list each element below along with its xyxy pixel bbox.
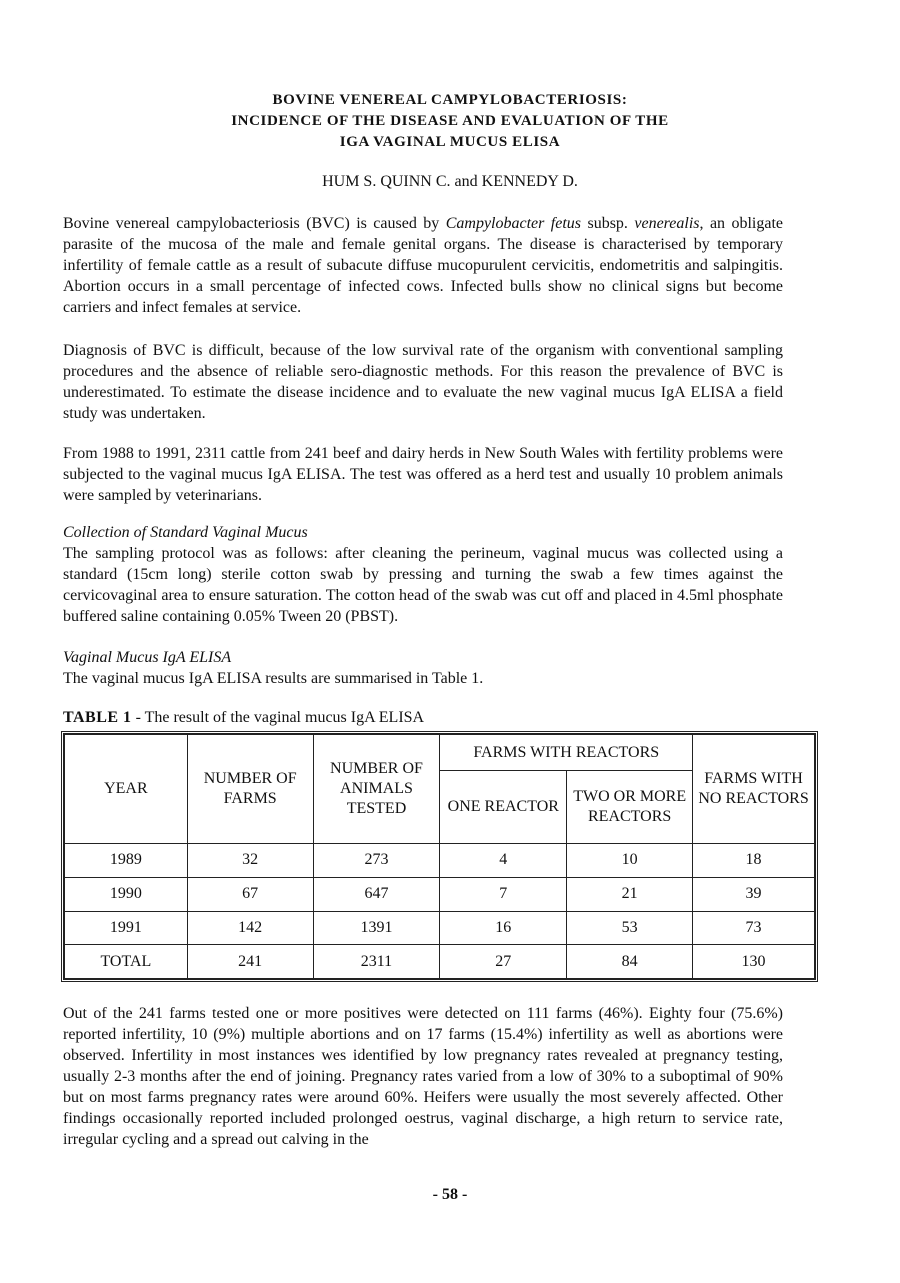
cell-one-reactor: 27	[440, 945, 567, 979]
header-one-reactor: ONE REACTOR	[440, 771, 567, 844]
elisa-heading: Vaginal Mucus IgA ELISA	[63, 649, 232, 666]
table-caption-text: - The result of the vaginal mucus IgA ELISA	[131, 709, 425, 726]
results-table-frame	[61, 731, 818, 982]
elisa-section	[63, 647, 783, 689]
elisa-text: The vaginal mucus IgA ELISA results are summarised in Table 1.	[63, 670, 484, 687]
intro-p1-mid: subsp.	[581, 215, 635, 232]
cell-two-or-more: 84	[567, 945, 693, 979]
title-line-1: BOVINE VENEREAL CAMPYLOBACTERIOSIS:	[272, 92, 628, 108]
table-caption-label: TABLE 1	[63, 709, 132, 726]
cell-one-reactor: 16	[440, 911, 567, 945]
table-caption	[63, 709, 424, 727]
cell-year: TOTAL	[65, 945, 188, 979]
cell-one-reactor: 4	[440, 844, 567, 878]
cell-two-or-more: 53	[567, 911, 693, 945]
cell-animals: 647	[313, 877, 440, 911]
cell-two-or-more: 10	[567, 844, 693, 878]
cell-animals: 1391	[313, 911, 440, 945]
collection-heading: Collection of Standard Vaginal Mucus	[63, 524, 308, 541]
cell-animals: 2311	[313, 945, 440, 979]
header-animals-tested: NUMBER OF ANIMALS TESTED	[313, 735, 440, 844]
header-farms-with-reactors: FARMS WITH REACTORS	[440, 735, 693, 771]
cell-farms: 241	[187, 945, 313, 979]
paper-title	[60, 90, 840, 153]
cell-animals: 273	[313, 844, 440, 878]
page-number: - 58 -	[432, 1186, 468, 1203]
title-line-2: INCIDENCE OF THE DISEASE AND EVALUATION OF THE	[231, 113, 669, 129]
table-row	[65, 911, 815, 945]
cell-farms: 67	[187, 877, 313, 911]
table-row	[65, 844, 815, 878]
collection-text: The sampling protocol was as follows: after cleaning the perineum, vaginal mucus was collected using a standard (15cm long) sterile cotton swab by pressing and turning the swab a few times against the cervicovaginal area to ensure saturation. The cotton head of the swab was cut off and placed in 4.5ml phosphate buffered saline containing 0.05% Tween 20 (PBST).	[63, 545, 783, 625]
cell-one-reactor: 7	[440, 877, 567, 911]
cell-year: 1991	[65, 911, 188, 945]
header-number-of-farms: NUMBER OF FARMS	[187, 735, 313, 844]
title-line-3: IGA VAGINAL MUCUS ELISA	[339, 134, 561, 150]
cell-year: 1989	[65, 844, 188, 878]
results-paragraph: Out of the 241 farms tested one or more positives were detected on 111 farms (46%). Eighty four (75.6%) reported infertility, 10 (9%) multiple abortions and on 17 farms (15.4%) infertility as well as abortions were observed. Infertility in most instances wes identified by low pregnancy rates revealed at pregnancy testing, usually 2-3 months after the end of joining. Pregnancy rates varied from a low of 30% to a suboptimal of 90% but on most farms pregnancy rates were around 60%. Heifers were usually the most severely affected. Other findings occasionally reported included prolonged oestrus, vaginal discharge, a high return to service rate, irregular cycling and a spread out calving in the	[63, 1005, 783, 1148]
intro-paragraph-1	[63, 213, 783, 318]
header-year: YEAR	[65, 735, 188, 844]
table-total-row	[65, 945, 815, 979]
header-two-or-more-reactors: TWO OR MORE REACTORS	[567, 771, 693, 844]
table-row	[65, 877, 815, 911]
species-name: Campylobacter fetus	[445, 215, 582, 232]
results-table	[64, 734, 815, 979]
cell-no-reactors: 18	[693, 844, 815, 878]
header-farms-no-reactors: FARMS WITH NO REACTORS	[693, 735, 815, 844]
cell-farms: 32	[187, 844, 313, 878]
intro-p1-before: Bovine venereal campylobacteriosis (BVC) is caused by	[63, 215, 446, 232]
cell-no-reactors: 39	[693, 877, 815, 911]
cell-no-reactors: 73	[693, 911, 815, 945]
author-line: HUM S. QUINN C. and KENNEDY D.	[322, 173, 578, 190]
cell-farms: 142	[187, 911, 313, 945]
subspecies-name: venerealis	[634, 215, 700, 232]
intro-paragraph-2: Diagnosis of BVC is difficult, because of the low survival rate of the organism with conventional sampling procedures and the absence of reliable sero-diagnostic methods. For this reason the prevalence of BVC is underestimated. To estimate the disease incidence and to evaluate the new vaginal mucus IgA ELISA a field study was undertaken.	[63, 342, 783, 422]
collection-section	[63, 522, 783, 627]
intro-p1-after: , an obligate parasite of the mucosa of the male and female genital organs. The disease is characterised by temporary infertility of female cattle as a result of subacute diffuse mucopurulent cervicitis, endometritis and salpingitis. Abortion occurs in a small percentage of infected cows. Infected bulls show no clinical signs but become carriers and infect females at service.	[63, 215, 784, 316]
cell-year: 1990	[65, 877, 188, 911]
intro-paragraph-3: From 1988 to 1991, 2311 cattle from 241 beef and dairy herds in New South Wales with fertility problems were subjected to the vaginal mucus IgA ELISA. The test was offered as a herd test and usually 10 problem animals were sampled by veterinarians.	[63, 445, 783, 504]
cell-two-or-more: 21	[567, 877, 693, 911]
cell-no-reactors: 130	[693, 945, 815, 979]
